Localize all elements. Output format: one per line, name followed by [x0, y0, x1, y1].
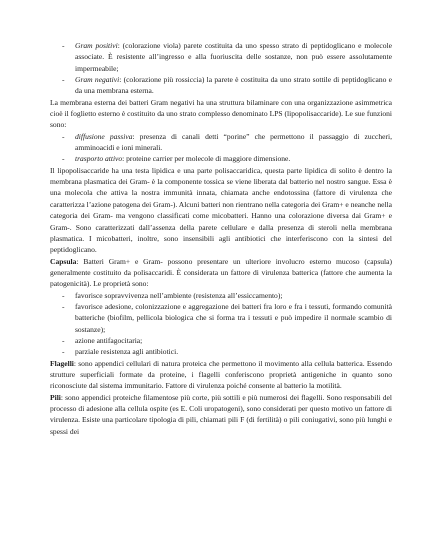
term-gram-negative: Gram negativi	[75, 75, 120, 85]
text-capsule-adhesion: favorisce adesione, colonizzazione e aggregazione dei batteri fra loro e fra i tessuti, formando comunità batteriche (biofilm, pellicola biologica che si forma tra i tessuti e può impedire il normale scambio di sostanze);	[75, 301, 392, 334]
paragraph-capsule	[50, 256, 392, 290]
list-dash: -	[62, 131, 65, 141]
paragraph-lipopolysaccharide: Il lipopolisaccaride ha una testa lipidica e una parte polisaccaridica, questa parte lipidica di solito è dentro la membrana plasmatica dei Gram- è la componente tossica se viene liberata dal batterio nel nostro sangue. Essa è una molecola che attiva la nostra immunità innata, chiamata anche endotossina (fattore di virulenza che caratterizza l’azione patogena dei Gram-). Alcuni batteri non rientrano nella categoria dei Gram+ e neanche nella categoria dei Gram- ma vengono classificati come micobatteri. Hanno una colorazione diversa dai Gram+ e Gram-. Sono caratterizzati dall’assenza della parete cellulare e dalla presenza di steroli nella membrana plasmatica. I micobatteri, inoltre, sono insensibili agli antibiotici che interferiscono con la sintesi del peptidoglicano.	[50, 165, 392, 255]
list-item-capsule-adhesion	[50, 301, 392, 335]
paragraph-pili	[50, 392, 392, 437]
text-active-transport: : proteine carrier per molecole di maggiore dimensione.	[122, 154, 291, 164]
list-dash: -	[62, 301, 65, 311]
heading-flagella: Flagelli	[50, 358, 74, 368]
list-dash: -	[62, 75, 65, 85]
paragraph-flagella	[50, 358, 392, 392]
text-passive-diffusion: : presenza di canali detti “porine” che permettono il passaggio di zuccheri, amminoacidi e ioni minerali.	[75, 131, 392, 153]
list-item-capsule-resistance	[50, 346, 392, 357]
text-capsule: : Batteri Gram+ e Gram- possono presentare un ulteriore involucro esterno mucoso (capsula) generalmente costituito da polisaccaridi. È considerata un fattore di virulenza batterica (fattore che aumenta la patogenicità). Le proprietà sono:	[50, 256, 392, 289]
text-capsule-antiphagocytic: azione antifagocitaria;	[75, 335, 143, 345]
text-flagella: : sono appendici cellulari di natura proteica che permettono il movimento alla cellula batterica. Essendo strutture superficiali formate da proteine, i flagelli conferiscono proprietà antigeniche in quanto sono riconosciute dal sistema immunitario. Fattore di virulenza poiché consente al batterio la motilità.	[50, 358, 392, 391]
list-item-passive-diffusion	[50, 131, 392, 154]
list-item-capsule-antiphagocytic	[50, 335, 392, 346]
term-gram-positive: Gram positivi	[75, 41, 118, 50]
list-dash: -	[62, 347, 65, 357]
paragraph-outer-membrane: La membrana esterna dei batteri Gram negativi ha una struttura bilaminare con una organizzazione asimmetrica cioè il foglietto esterno è costituito da uno strato complesso denominato LPS (lipopolisaccaride). Le sue funzioni sono:	[50, 97, 392, 130]
list-dash: -	[62, 290, 65, 300]
heading-capsule: Capsula	[50, 256, 77, 266]
text-capsule-survival: favorisce sopravvivenza nell’ambiente (resistenza all’essiccamento);	[75, 290, 283, 300]
text-capsule-resistance: parziale resistenza agli antibiotici.	[75, 347, 179, 357]
term-active-transport: trasporto attivo	[75, 154, 123, 164]
text-gram-negative: : (colorazione più rossiccia) la parete è costituita da uno strato sottile di peptidoglicano e da una membrana esterna.	[75, 75, 393, 96]
list-item-gram-negative	[50, 74, 392, 97]
list-item-gram-positive	[50, 40, 392, 74]
list-dash: -	[62, 154, 65, 164]
text-pili: : sono appendici proteiche filamentose più corte, più sottili e più numerosi dei flagelli. Sono responsabili del processo di adesione alla cellula ospite (es E. Coli uropatogeni), sono considerati per questo motivo un fattore di virulenza. Esiste una particolare tipologia di pili, chiamati pili F (di fertilità) o pili coniugativi, sono più lunghi e spessi dei	[50, 392, 392, 436]
list-item-active-transport	[50, 153, 392, 164]
list-dash: -	[62, 41, 65, 50]
heading-pili: Pili	[50, 392, 61, 402]
term-passive-diffusion: diffusione passiva	[75, 131, 133, 141]
list-dash: -	[62, 335, 65, 345]
text-gram-positive: : (colorazione viola) parete costituita da uno spesso strato di peptidoglicano e molecole associate. È resistente all’ingresso e alla fuoriuscita delle sostanze, non può essere assolutamente impermeabile;	[75, 41, 392, 73]
list-item-capsule-survival	[50, 290, 392, 301]
